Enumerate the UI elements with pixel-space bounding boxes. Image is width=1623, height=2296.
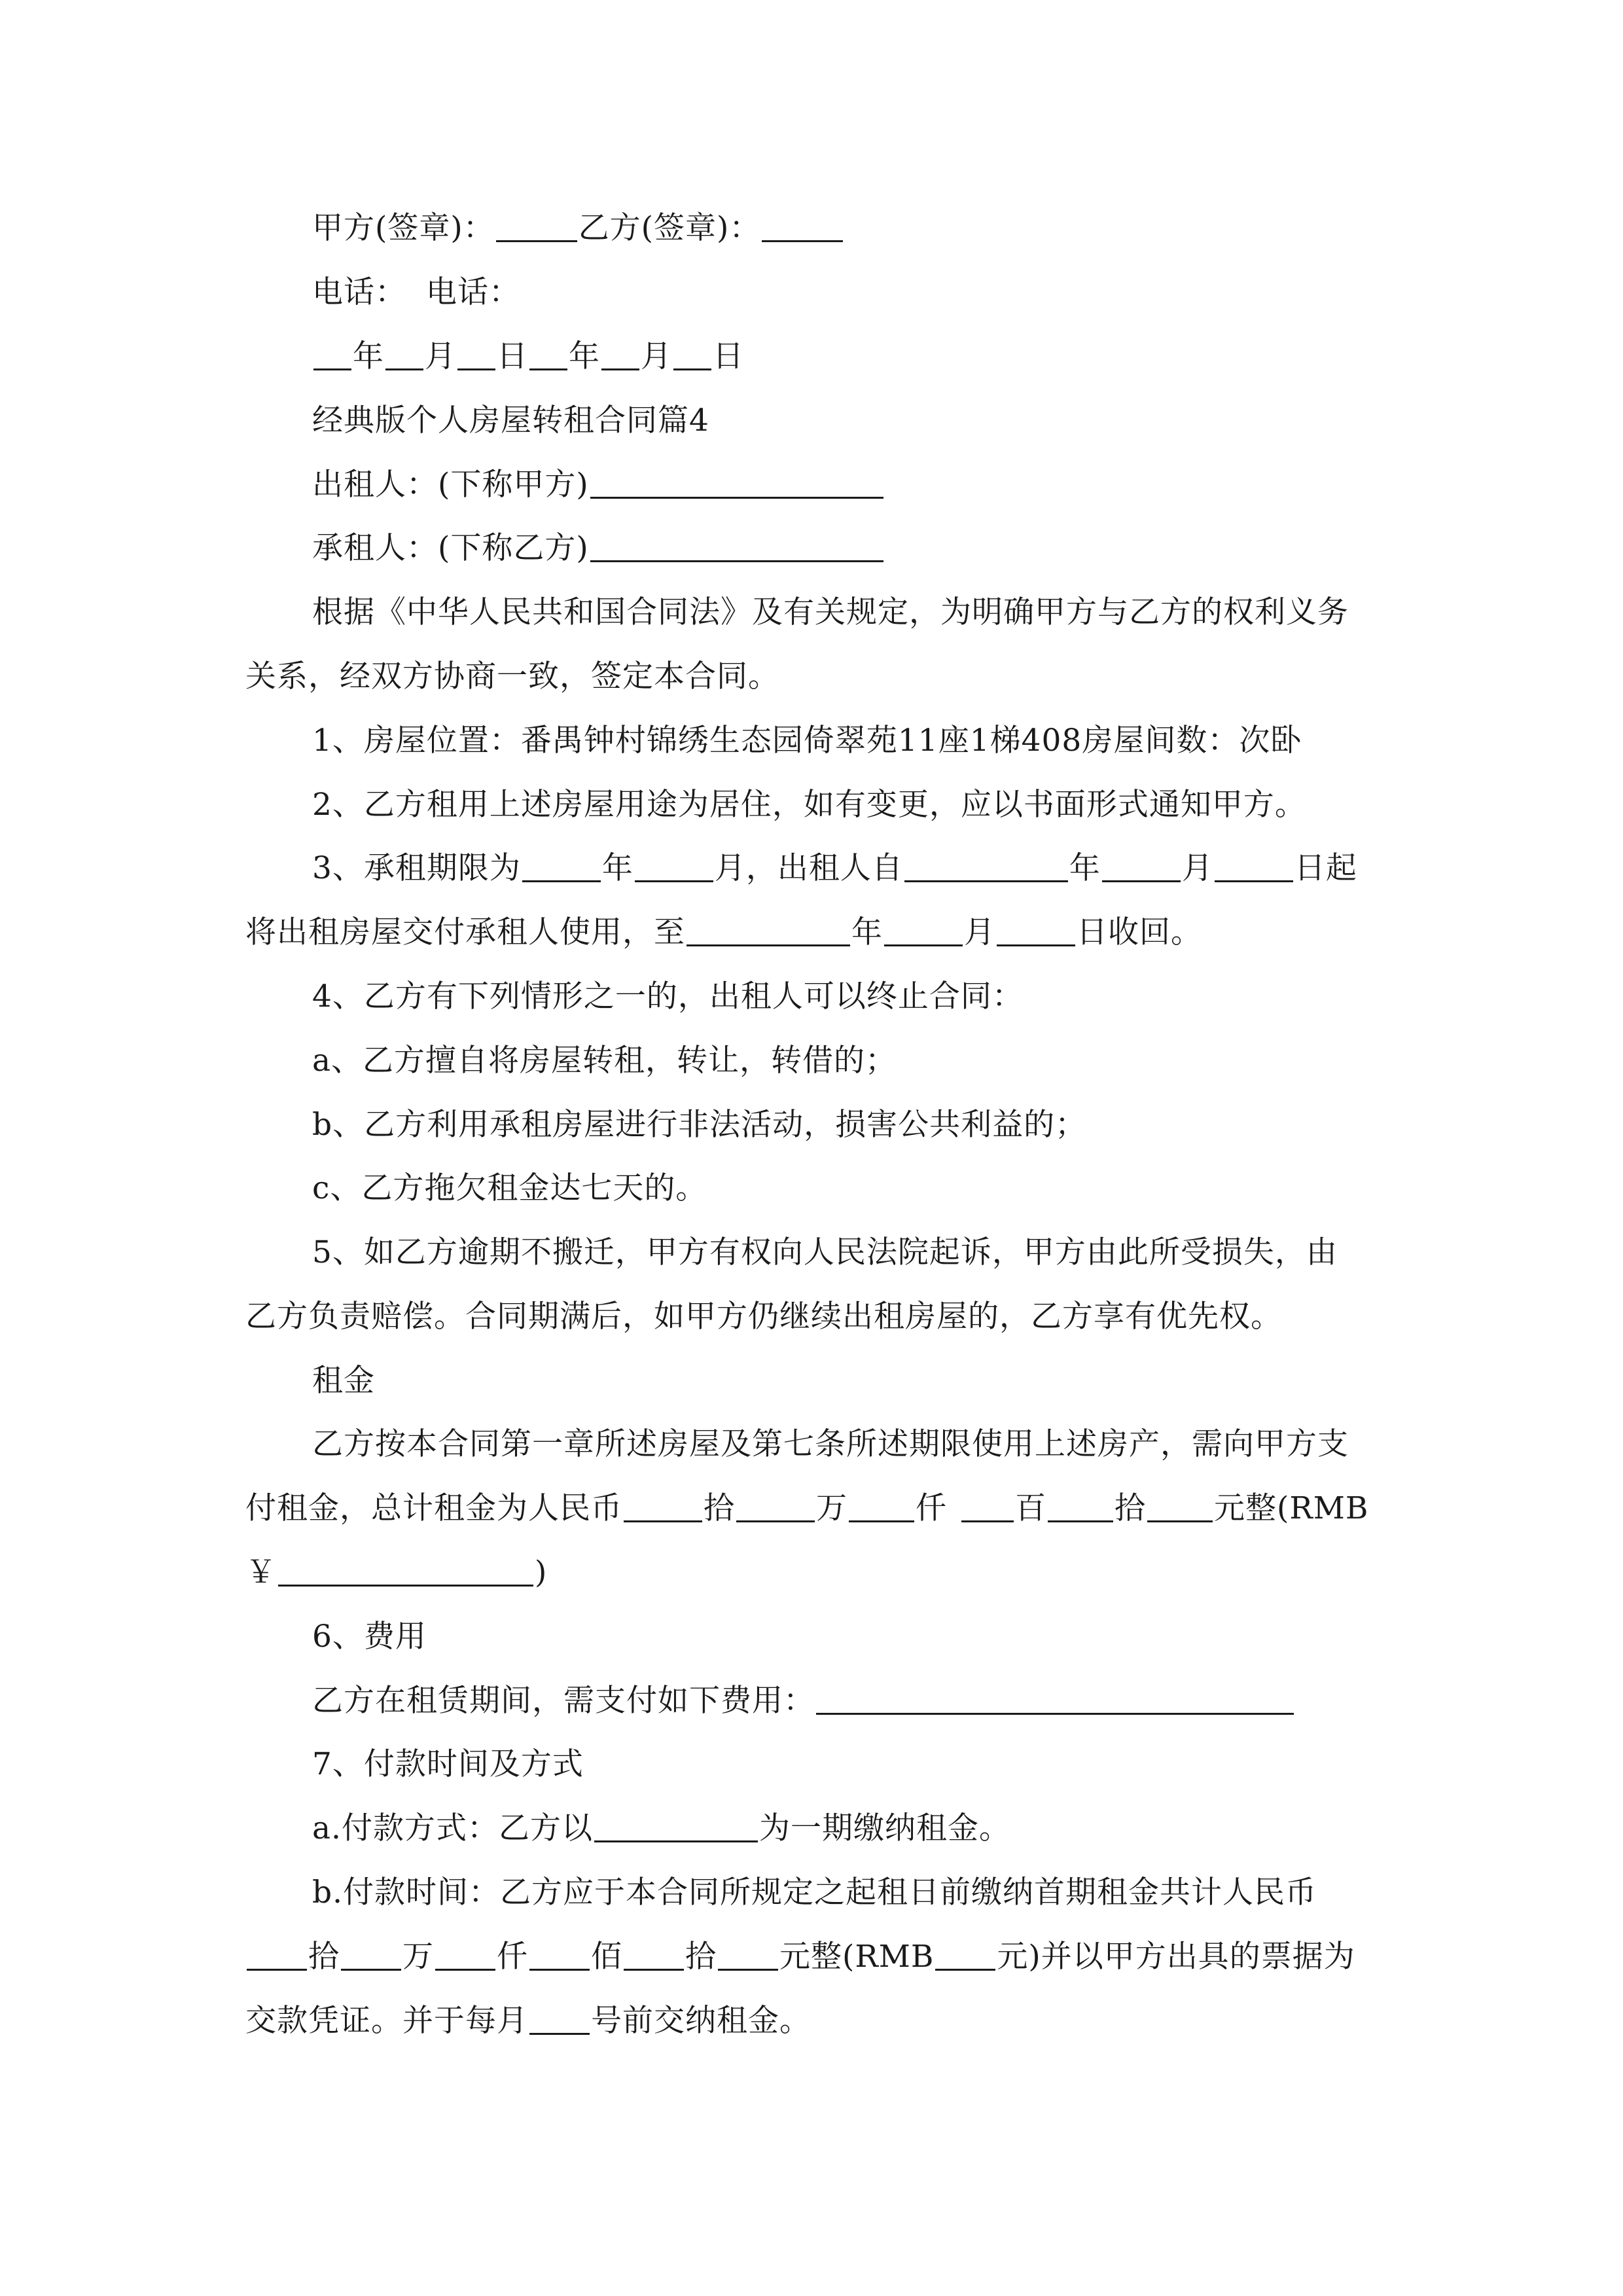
clause-2: 2、乙方租用上述房屋用途为居住，如有变更，应以书面形式通知甲方。 <box>312 787 1306 823</box>
clause-3-text: 月，出租人自 <box>714 850 903 886</box>
payment-method-line <box>312 1804 1378 1853</box>
payment-amount-blank <box>435 1937 495 1971</box>
rent-amount-blank <box>849 1489 914 1522</box>
fees-blank <box>816 1681 1294 1715</box>
rent-text: 万 <box>816 1490 847 1526</box>
party-a-signature-blank <box>496 209 577 242</box>
date-blank <box>601 337 639 370</box>
term-years-blank <box>522 849 601 882</box>
lessor-blank <box>590 465 883 499</box>
rent-amount-blank <box>736 1489 815 1522</box>
payment-heading: 7、付款时间及方式 <box>312 1746 584 1782</box>
date-blank <box>313 337 351 370</box>
clause-3-line-2 <box>245 908 1378 957</box>
payment-amount-blank <box>341 1937 401 1971</box>
rent-amount-blank <box>1147 1489 1213 1522</box>
clause-3-text: 年 <box>1069 850 1101 886</box>
clause-3-text: 日起 <box>1294 850 1357 886</box>
rent-line-1: 乙方按本合同第一章所述房屋及第七条所述期限使用上述房产，需向甲方支 <box>312 1426 1349 1462</box>
lessee-blank <box>590 529 883 562</box>
payment-time-line-2 <box>245 1933 1378 1981</box>
payment-text: 交款凭证。并于每月 <box>245 2003 528 2039</box>
payment-day-blank <box>529 2001 590 2035</box>
payment-text: a.付款方式：乙方以 <box>312 1810 593 1846</box>
rent-line-2 <box>245 1484 1378 1533</box>
clause-3-text: 年 <box>851 914 883 950</box>
payment-text: 号前交纳租金。 <box>591 2003 811 2039</box>
section-title: 经典版个人房屋转租合同篇4 <box>312 403 709 439</box>
lessee-label: 承租人：(下称乙方) <box>312 530 589 566</box>
rent-amount-blank <box>624 1489 702 1522</box>
payment-amount-blank <box>529 1937 590 1971</box>
clause-3-text: 月 <box>1181 850 1213 886</box>
clause-3-line-1 <box>312 844 1378 893</box>
clause-4: 4、乙方有下列情形之一的，出租人可以终止合同： <box>312 978 1024 1014</box>
date-year-label: 年 <box>569 338 600 374</box>
rent-text: 拾 <box>1115 1490 1146 1526</box>
preamble-line-1: 根据《中华人民共和国合同法》及有关规定，为明确甲方与乙方的权利义务 <box>312 594 1349 630</box>
payment-text: 拾 <box>308 1939 340 1975</box>
rent-text: 仟 <box>916 1490 947 1526</box>
payment-text: 为一期缴纳租金。 <box>758 1810 1010 1846</box>
payment-amount-blank <box>624 1937 684 1971</box>
rent-amount-blank <box>1048 1489 1113 1522</box>
rent-amount-blank <box>961 1489 1014 1522</box>
rent-line-3 <box>245 1549 1378 1597</box>
date-blank <box>457 337 495 370</box>
end-year-blank <box>687 913 850 946</box>
date-blank <box>673 337 711 370</box>
lessor-label: 出租人：(下称甲方) <box>312 467 589 503</box>
start-month-blank <box>1102 849 1181 882</box>
date-month-label: 月 <box>641 338 672 374</box>
end-month-blank <box>884 913 963 946</box>
end-day-blank <box>997 913 1075 946</box>
party-a-signature-label: 甲方(签章)： <box>312 210 495 246</box>
payment-text: 仟 <box>497 1939 528 1975</box>
clause-1: 1、房屋位置：番禺钟村锦绣生态园倚翠苑11座1梯408房屋间数：次卧 <box>312 723 1302 759</box>
rent-heading: 租金 <box>312 1363 375 1399</box>
clause-3-text: 月 <box>964 914 995 950</box>
phone-line <box>312 268 1378 317</box>
date-blank <box>385 337 423 370</box>
payment-text: 拾 <box>685 1939 717 1975</box>
rent-text: 百 <box>1015 1490 1046 1526</box>
fees-text: 乙方在租赁期间，需支付如下费用： <box>312 1683 815 1719</box>
date-day-label: 日 <box>497 338 528 374</box>
clause-5-line-2: 乙方负责赔偿。合同期满后，如甲方仍继续出租房屋的，乙方享有优先权。 <box>245 1299 1282 1335</box>
fees-line <box>312 1677 1378 1725</box>
clause-4c: c、乙方拖欠租金达七天的。 <box>312 1170 707 1206</box>
date-line <box>312 332 1378 381</box>
rent-text: 元整(RMB <box>1214 1490 1369 1526</box>
date-day-label: 日 <box>713 338 744 374</box>
term-months-blank <box>635 849 713 882</box>
rent-rmb-blank <box>278 1553 533 1587</box>
payment-text: 万 <box>402 1939 434 1975</box>
clause-3-text: 将出租房屋交付承租人使用，至 <box>245 914 685 950</box>
payment-text: 元整(RMB <box>779 1939 935 1975</box>
signature-line <box>312 204 1378 253</box>
payment-rmb-blank <box>935 1937 995 1971</box>
date-blank <box>529 337 567 370</box>
party-a-phone-label: 电话： <box>312 274 406 310</box>
date-year-label: 年 <box>353 338 384 374</box>
party-b-phone-label: 电话： <box>426 274 520 310</box>
payment-amount-blank <box>718 1937 778 1971</box>
preamble-line-2: 关系，经双方协商一致，签定本合同。 <box>245 658 779 694</box>
payment-time-line-1: b.付款时间：乙方应于本合同所规定之起租日前缴纳首期租金共计人民币 <box>312 1874 1317 1910</box>
lessee-line <box>312 524 1378 573</box>
clause-5-line-1: 5、如乙方逾期不搬迁，甲方有权向人民法院起诉，甲方由此所受损失，由 <box>312 1234 1338 1270</box>
payment-period-blank <box>594 1809 758 1842</box>
clause-3-text: 日收回。 <box>1077 914 1202 950</box>
clause-4a: a、乙方擅自将房屋转租，转让，转借的； <box>312 1043 897 1079</box>
payment-time-line-3 <box>245 1997 1378 2045</box>
payment-amount-blank <box>247 1937 307 1971</box>
payment-text: 元)并以甲方出具的票据为 <box>997 1939 1355 1975</box>
payment-text: 佰 <box>591 1939 622 1975</box>
lessor-line <box>312 461 1378 509</box>
start-year-blank <box>904 849 1068 882</box>
party-b-signature-blank <box>762 209 843 242</box>
rent-text: ￥ <box>245 1554 277 1590</box>
clause-3-text: 年 <box>601 850 633 886</box>
rent-text: ) <box>535 1554 548 1590</box>
rent-text: 付租金，总计租金为人民币 <box>245 1490 622 1526</box>
rent-text: 拾 <box>704 1490 735 1526</box>
date-month-label: 月 <box>425 338 456 374</box>
start-day-blank <box>1215 849 1293 882</box>
fees-heading: 6、费用 <box>312 1619 427 1655</box>
party-b-signature-label: 乙方(签章)： <box>578 210 761 246</box>
clause-4b: b、乙方利用承租房屋进行非法活动，损害公共利益的； <box>312 1107 1087 1143</box>
clause-3-text: 3、承租期限为 <box>312 850 521 886</box>
